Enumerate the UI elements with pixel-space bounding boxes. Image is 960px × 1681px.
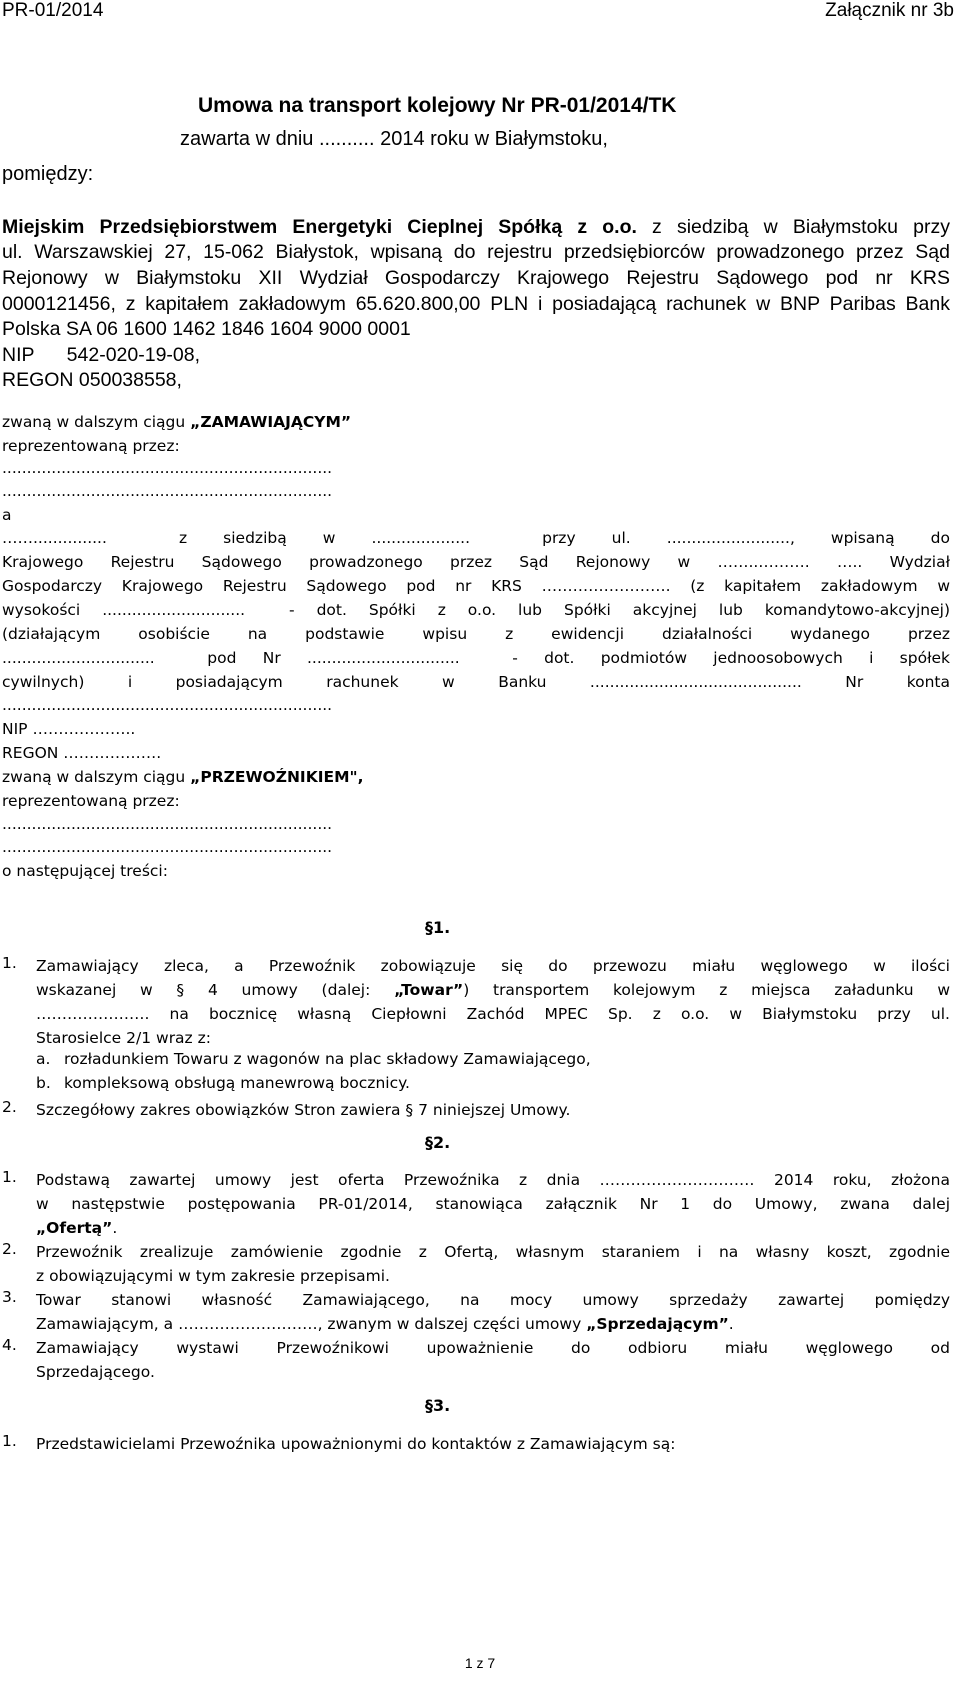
party2-representative-blank-1: ...................................................................: [2, 815, 333, 833]
page-header: [0, 0, 960, 24]
and-conjunction: a: [2, 506, 12, 524]
party1-role-name: „ZAMAWIAJĄCYM”: [190, 413, 352, 431]
party1-line-4: 0000121456, z kapitałem zakładowym 65.620.800,00 PLN i posiadającą rachunek w BNP Paribas Bank: [2, 293, 950, 315]
party2-represented-label: reprezentowaną przez:: [2, 792, 180, 810]
s2-item-3-number: 3.: [2, 1288, 17, 1306]
party1-represented-label: reprezentowaną przez:: [2, 437, 180, 455]
party1-line-2: ul. Warszawskiej 27, 15-062 Białystok, wpisaną do rejestru przedsiębiorców prowadzonego przez Sąd: [2, 241, 950, 263]
s2-item-1-line-3: „Ofertą”.: [36, 1219, 118, 1237]
party2-role-name: „PRZEWOŹNIKIEM",: [190, 768, 364, 786]
party1-line-3: Rejonowy w Białymstoku XII Wydział Gospodarczy Krajowego Rejestru Sądowego pod nr KRS: [2, 267, 950, 289]
header-attachment: Załącznik nr 3b: [825, 0, 954, 21]
s2-item-1-line-2: w następstwie postępowania PR-01/2014, stanowiąca załącznik Nr 1 do Umowy, zwana dalej: [36, 1195, 950, 1213]
section-3-heading: §3.: [425, 1396, 451, 1415]
party1-representative-blank-1: ...................................................................: [2, 459, 333, 477]
party1-representative-blank-2: ...................................................................: [2, 482, 333, 500]
section-2-heading: §2.: [425, 1133, 451, 1152]
term-oferta: „Ofertą”: [36, 1219, 113, 1237]
s2-item-1-number: 1.: [2, 1168, 17, 1186]
party1-nip: NIP 542-020-19-08,: [2, 344, 201, 366]
party1-called: zwaną w dalszym ciągu „ZAMAWIAJĄCYM”: [2, 413, 352, 431]
party2-line-6: ............................... pod Nr ............................... - dot. podmiotów jednoosobowych i spółek: [2, 649, 950, 667]
s1-item-2-number: 2.: [2, 1098, 17, 1116]
party2-representative-blank-2: ...................................................................: [2, 838, 333, 856]
s1-subitem-b-text: kompleksową obsługą manewrową bocznicy.: [64, 1074, 410, 1092]
term-towar: „Towar”: [394, 981, 464, 999]
s1-subitem-b-label: b.: [36, 1074, 51, 1092]
party2-called: zwaną w dalszym ciągu „PRZEWOŹNIKIEM",: [2, 768, 364, 786]
s1-item-1-line-2: wskazanej w § 4 umowy (dalej: „Towar”) transportem kolejowym z miejsca załadunku w: [36, 981, 950, 999]
page-number: 1 z 7: [464, 1655, 496, 1671]
s2-item-2-number: 2.: [2, 1240, 17, 1258]
party2-line-2: Krajowego Rejestru Sądowego prowadzonego przez Sąd Rejonowy w ……..………. ….. Wydział: [2, 553, 950, 571]
party1-line-1: Miejskim Przedsiębiorstwem Energetyki Cieplnej Spółką z o.o. z siedzibą w Białymstoku przy: [2, 216, 950, 238]
contract-title: Umowa na transport kolejowy Nr PR-01/2014/TK: [198, 94, 677, 117]
party2-line-4: wysokości ............................. - dot. Spółki z o.o. lub Spółki akcyjnej lub komandytowo-akcyjnej): [2, 601, 950, 619]
party1-company-name: Miejskim Przedsiębiorstwem Energetyki Cieplnej Spółką z o.o.: [2, 216, 637, 238]
s1-item-1-number: 1.: [2, 954, 17, 972]
between-label: pomiędzy:: [2, 163, 94, 185]
s2-item-4-line-1: Zamawiający wystawi Przewoźnikowi upoważnienie do odbioru miału węglowego od: [36, 1339, 950, 1357]
party2-line-3: Gospodarczy Krajowego Rejestru Sądowego pod nr KRS ……………………. (z kapitałem zakładowym w: [2, 577, 950, 595]
s2-item-4-line-2: Sprzedającego.: [36, 1363, 155, 1381]
s3-item-1-number: 1.: [2, 1432, 17, 1450]
s1-item-1-line-4: Starosielce 2/1 wraz z:: [36, 1029, 211, 1047]
party2-line-5: (działającym osobiście na podstawie wpisu z ewidencji działalności wydanego przez: [2, 625, 950, 643]
s1-subitem-a-text: rozładunkiem Towaru z wagonów na plac składowy Zamawiającego,: [64, 1050, 591, 1068]
s1-item-1-line-3: …………………. na bocznicę własną Ciepłowni Zachód MPEC Sp. z o.o. w Białymstoku przy ul.: [36, 1005, 950, 1023]
party2-line-1: ……............... z siedzibą w .................... przy ul. ........................., wpisaną do: [2, 529, 950, 547]
s2-item-2-line-1: Przewoźnik zrealizuje zamówienie zgodnie z Ofertą, własnym staraniem i na własny koszt, zgodnie: [36, 1243, 950, 1261]
section-1-heading: §1.: [425, 918, 451, 937]
s2-item-4-number: 4.: [2, 1336, 17, 1354]
party2-line-7: cywilnych) i posiadającym rachunek w Banku ........................................... Nr konta: [2, 673, 950, 691]
s3-item-1-text: Przedstawicielami Przewoźnika upoważnionymi do kontaktów z Zamawiającym są:: [36, 1435, 676, 1453]
s2-item-3-line-2: Zamawiającym, a ………………………, zwanym w dalszej części umowy „Sprzedającym”.: [36, 1315, 734, 1333]
party2-regon: REGON ……………….: [2, 744, 162, 762]
party2-account-blank: ...................................................................: [2, 696, 333, 714]
s1-item-2-text: Szczegółowy zakres obowiązków Stron zawiera § 7 niniejszej Umowy.: [36, 1101, 571, 1119]
party1-regon: REGON 050038558,: [2, 369, 182, 391]
party2-nip: NIP ………………..: [2, 720, 136, 738]
following-content-label: o następującej treści:: [2, 862, 168, 880]
s2-item-3-line-1: Towar stanowi własność Zamawiającego, na mocy umowy sprzedaży zawartej pomiędzy: [36, 1291, 950, 1309]
contract-date-place: zawarta w dniu .......... 2014 roku w Białymstoku,: [180, 128, 608, 150]
term-sprzedajacy: „Sprzedającym”: [586, 1315, 729, 1333]
party1-account: Polska SA 06 1600 1462 1846 1604 9000 0001: [2, 318, 411, 340]
header-reference: PR-01/2014: [2, 0, 104, 21]
s2-item-1-line-1: Podstawą zawartej umowy jest oferta Przewoźnika z dnia ………………………… 2014 roku, złożona: [36, 1171, 950, 1189]
s2-item-2-line-2: z obowiązującymi w tym zakresie przepisami.: [36, 1267, 390, 1285]
s1-subitem-a-label: a.: [36, 1050, 51, 1068]
s1-item-1-line-1: Zamawiający zleca, a Przewoźnik zobowiązuje się do przewozu miału węglowego w ilości: [36, 957, 950, 975]
